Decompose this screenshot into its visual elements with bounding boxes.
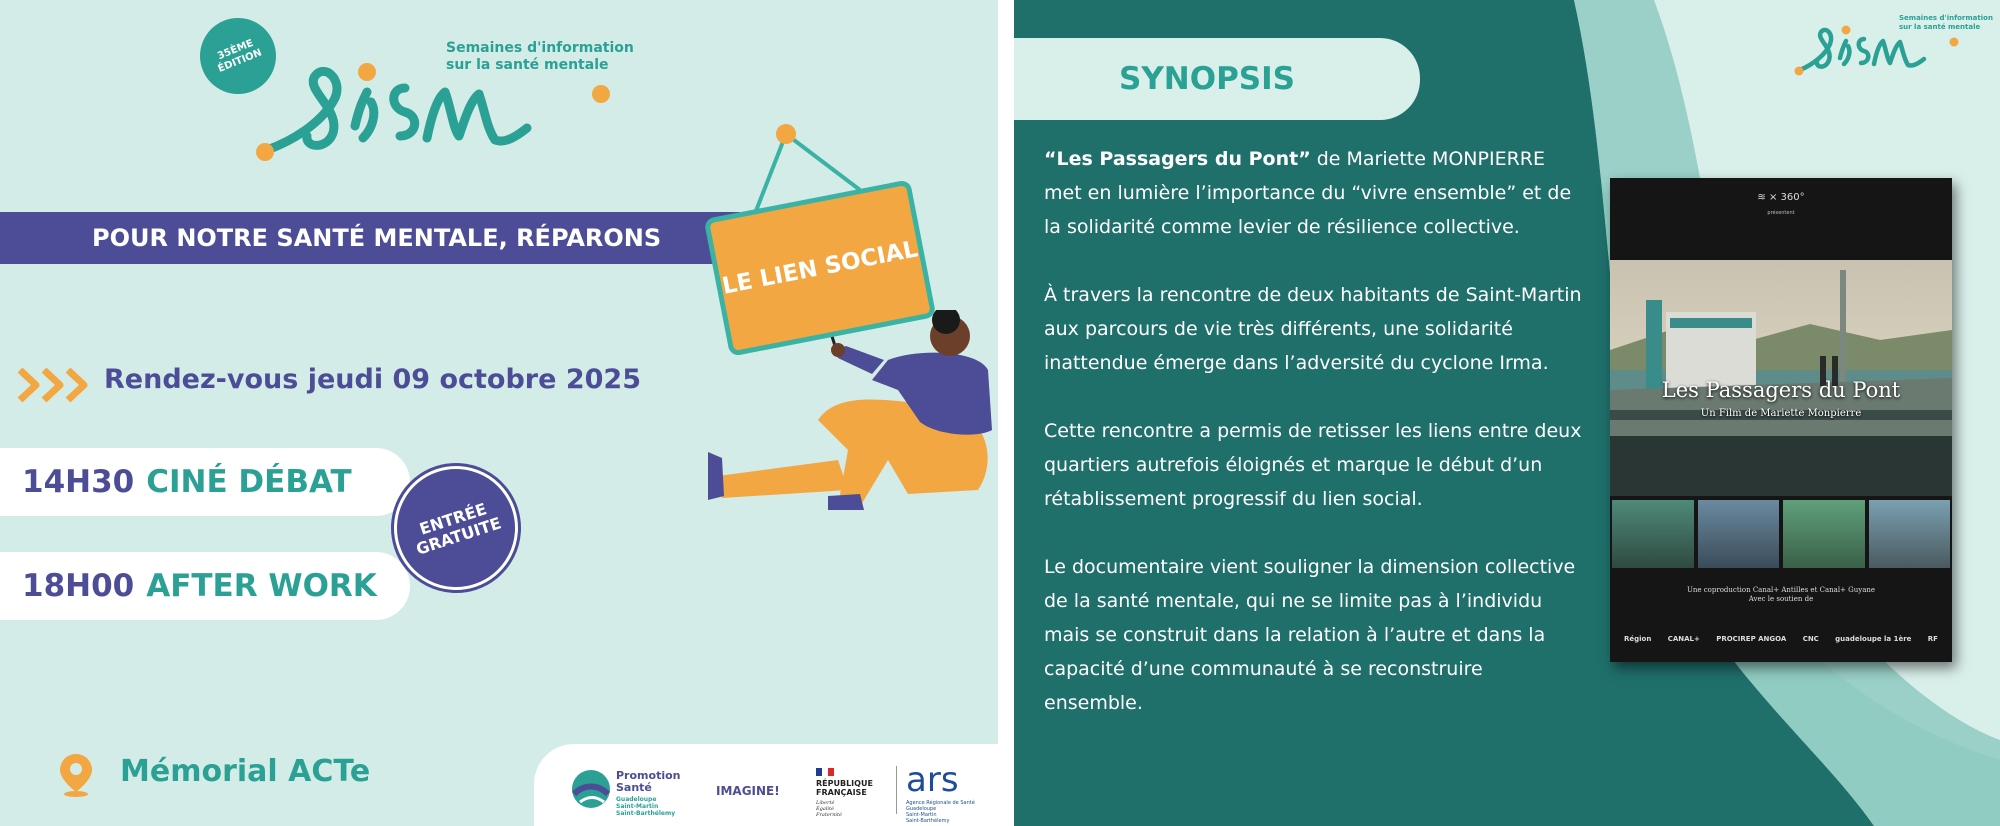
partner-logos bbox=[534, 744, 998, 826]
republique-francaise-name: RÉPUBLIQUE FRANÇAISE bbox=[816, 779, 873, 797]
synopsis-paragraph-1-text: de Mariette MONPIERRE met en lumière l’importance du “vivre ensemble” et de la solidarité comme levier de résilience collective. bbox=[1044, 148, 1572, 238]
poster-presente: présentent bbox=[1767, 210, 1795, 216]
poster-sponsor: Région bbox=[1624, 635, 1652, 643]
event-date: Rendez-vous jeudi 09 octobre 2025 bbox=[104, 364, 641, 395]
schedule-time: 14H30 bbox=[22, 464, 135, 500]
synopsis-title bbox=[1014, 38, 1420, 120]
poster-still bbox=[1783, 500, 1865, 568]
poster-sponsors bbox=[1624, 630, 1938, 648]
schedule-item bbox=[0, 552, 410, 620]
imagine-logo: IMAGINE! bbox=[716, 784, 780, 798]
ars-logo-sub: Agence Régionale de Santé Guadeloupe Saint-Martin Saint-Barthélemy bbox=[906, 800, 975, 824]
synopsis-paragraph: À travers la rencontre de deux habitants de Saint-Martin aux parcours de vie très différents, une solidarité inattendue émerge dans l’adversité du cyclone Irma. bbox=[1044, 284, 1582, 374]
chevrons-icon bbox=[16, 364, 94, 406]
edition-badge-text: 35ÈME ÉDITION bbox=[216, 37, 264, 75]
schedule-activity: AFTER WORK bbox=[146, 568, 377, 604]
poster-credit: Une coproduction Canal+ Antilles et Canal+ Guyane Avec le soutien de bbox=[1686, 586, 1876, 603]
synopsis-text bbox=[1044, 142, 1584, 720]
poster-film-title: Les Passagers du Pont bbox=[1661, 378, 1901, 402]
theme-banner bbox=[0, 212, 740, 264]
film-poster bbox=[1610, 178, 1952, 662]
location-pin-icon bbox=[54, 750, 98, 798]
poster-sponsor: PROCIREP ANGOA bbox=[1716, 635, 1787, 643]
synopsis-paragraph: Cette rencontre a permis de retisser les liens entre deux quartiers autrefois éloignés et marque le début d’un rétablissement progressif du lien social. bbox=[1044, 420, 1582, 510]
french-flag-icon bbox=[816, 768, 834, 776]
poster-producer-logos: ≋ × 360° bbox=[1757, 192, 1805, 203]
free-entry-text: ENTRÉE GRATUITE bbox=[413, 499, 504, 559]
poster-still bbox=[1612, 500, 1694, 568]
sism-logo-caption: Semaines d'information sur la santé mentale bbox=[446, 40, 634, 73]
film-title-inline: “Les Passagers du Pont” bbox=[1044, 148, 1311, 170]
theme-banner-text: POUR NOTRE SANTÉ MENTALE, RÉPARONS bbox=[92, 224, 662, 252]
ars-logo: ars bbox=[906, 760, 959, 800]
poster-sponsor: RF bbox=[1927, 635, 1938, 643]
event-panel bbox=[0, 0, 998, 826]
logo-separator bbox=[896, 766, 897, 814]
schedule-time: 18H00 bbox=[22, 568, 135, 604]
synopsis-panel bbox=[1014, 0, 2000, 826]
poster-sponsor: CANAL+ bbox=[1667, 635, 1700, 643]
poster-still bbox=[1698, 500, 1780, 568]
promotion-sante-icon bbox=[570, 768, 612, 810]
poster-sponsor: CNC bbox=[1802, 635, 1819, 643]
sism-logo-small-caption: Semaines d'information sur la santé mentale bbox=[1899, 14, 1993, 31]
poster-sponsor: guadeloupe la 1ère bbox=[1835, 635, 1912, 643]
poster-film-subtitle: Un Film de Mariette Monpierre bbox=[1700, 408, 1862, 419]
person-illustration bbox=[688, 310, 998, 510]
promotion-sante-name: Promotion Santé bbox=[616, 769, 681, 794]
sign-text: LE LIEN SOCIAL bbox=[719, 235, 920, 300]
poster-stills bbox=[1612, 500, 1950, 568]
synopsis-paragraph bbox=[1044, 142, 1584, 244]
promotion-sante-sub: Guadeloupe Saint-Martin Saint-Barthélemy bbox=[616, 796, 676, 817]
schedule-activity: CINÉ DÉBAT bbox=[146, 464, 352, 500]
republique-francaise-motto: Liberté Égalité Fraternité bbox=[816, 800, 842, 818]
schedule-item bbox=[0, 448, 410, 516]
synopsis-title-text: SYNOPSIS bbox=[1119, 61, 1295, 97]
synopsis-paragraph: Le documentaire vient souligner la dimension collective de la santé mentale, qui ne se limite pas à l’individu mais se construit dans la relation à l’autre et dans la capacité d’une communauté à se reconstruire ensemble. bbox=[1044, 556, 1576, 714]
poster-still bbox=[1869, 500, 1951, 568]
event-venue: Mémorial ACTe bbox=[120, 754, 371, 789]
